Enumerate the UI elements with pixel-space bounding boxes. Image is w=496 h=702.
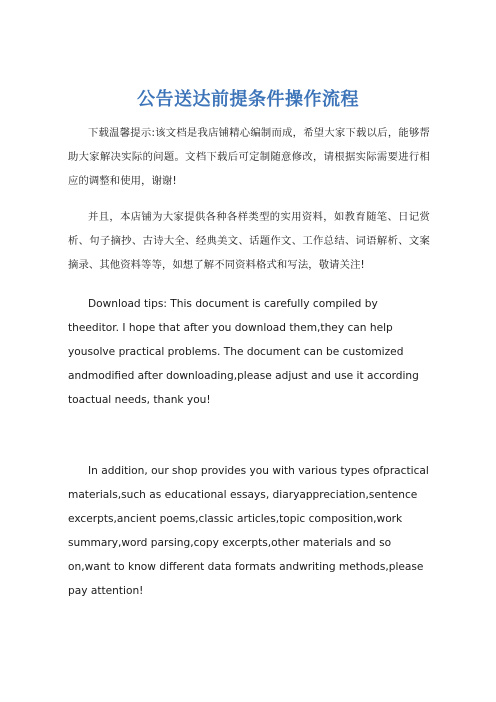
download-tips-en-paragraph: Download tips: This document is carefully compiled by theeditor. I hope that after you download them,they can help yousolve practical problems. The document can be customized andmodified after downloading,please adjust and use it according toactual needs, thank you! bbox=[68, 298, 419, 406]
shop-materials-en-paragraph: In addition, our shop provides you with various types ofpractical materials,such as educational essays, diaryappreciation,sentence excerpts,ancient poems,classic articles,topic composition,work summary,word parsing,copy excerpts,other materials and so on,want to know different data formats andwriting methods,please pay attention! bbox=[68, 465, 429, 597]
document-title: 公告送达前提条件操作流程 bbox=[137, 89, 359, 110]
shop-materials-cn-paragraph: 并且，本店铺为大家提供各种各样类型的实用资料，如教育随笔、日记赏析、句子摘抄、古诗大全、经典美文、话题作文、工作总结、词语解析、文案摘录、其他资料等等，如想了解不同资料格式和写法，敬请关注! bbox=[68, 211, 430, 271]
download-tips-cn-paragraph: 下载温馨提示:该文档是我店铺精心编制而成，希望大家下载以后，能够帮助大家解决实际的问题。文档下载后可定制随意修改，请根据实际需要进行相应的调整和使用，谢谢! bbox=[68, 127, 430, 187]
